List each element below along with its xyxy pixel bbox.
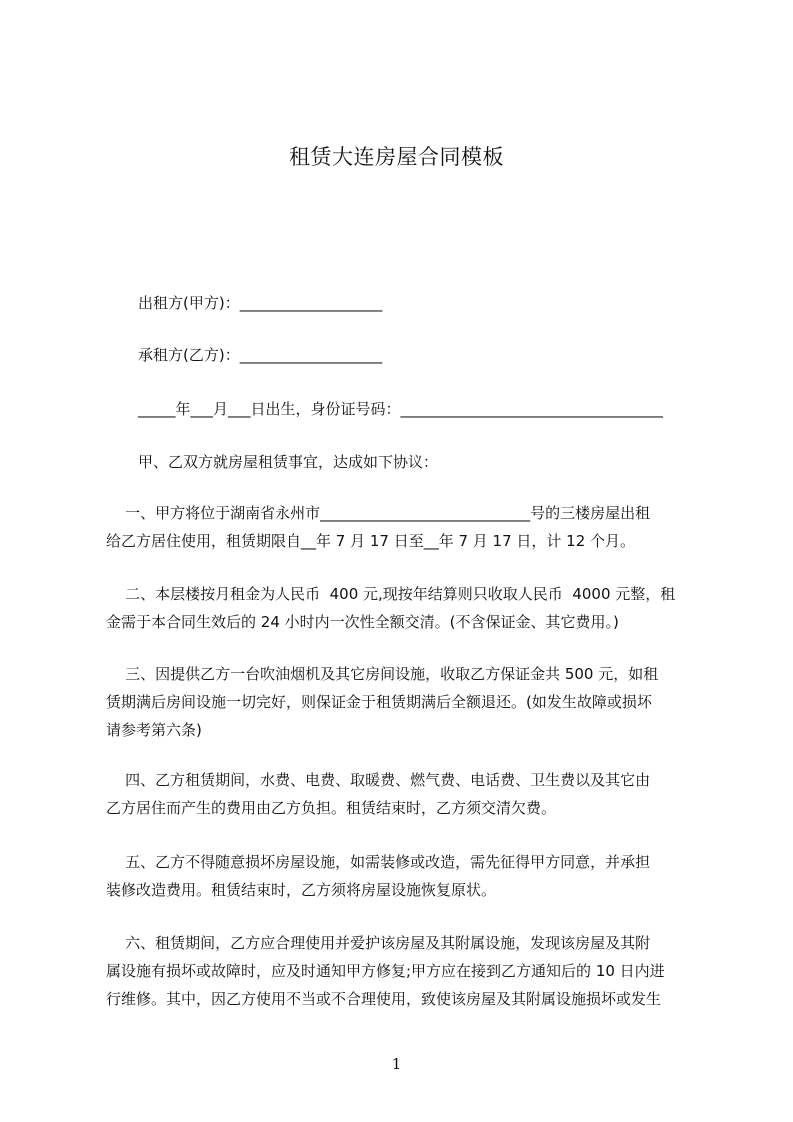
clause-line: 行维修。其中，因乙方使用不当或不合理使用，致使该房屋及其附属设施损坏或发生 [106, 990, 662, 1008]
clause-line: 二、本层楼按月租金为人民币 400 元,现按年结算则只收取人民币 4000 元整，租 [106, 585, 676, 603]
birth-id-line: _____年___月___日出生，身份证号码：___________________________________ [138, 400, 664, 418]
clause-line: 给乙方居住使用，租赁期限自__年 7 月 17 日至__年 7 月 17 日，计 12 个月。 [106, 532, 636, 550]
page-number: 1 [391, 1055, 402, 1073]
clause-line: 五、乙方不得随意损坏房屋设施，如需装修或改造，需先征得甲方同意，并承担 [106, 853, 651, 871]
clause-line: 装修改造费用。租赁结束时，乙方须将房屋设施恢复原状。 [106, 881, 497, 899]
clause-4 [106, 766, 712, 822]
clause-line: 六、租赁期间，乙方应合理使用并爱护该房屋及其附属设施，发现该房屋及其附 [106, 934, 651, 952]
clause-line: 属设施有损坏或故障时，应及时通知甲方修复;甲方应在接到乙方通知后的 10 日内进 [106, 962, 665, 980]
party-b-line: 承租方(乙方)：___________________ [138, 346, 383, 364]
clause-line: 金需于本合同生效后的 24 小时内一次性全额交清。(不含保证金、其它费用。) [106, 613, 619, 631]
clause-line: 三、因提供乙方一台吹油烟机及其它房间设施，收取乙方保证金共 500 元，如租 [106, 665, 659, 683]
clause-line: 赁期满后房间设施一切完好，则保证金于租赁期满后全额退还。(如发生故障或损坏 [106, 693, 652, 711]
party-a-line: 出租方(甲方)：___________________ [138, 294, 383, 312]
clause-line: 乙方居住而产生的费用由乙方负担。租赁结束时，乙方须交清欠费。 [106, 799, 557, 817]
clause-6 [106, 929, 712, 1013]
clause-line: 请参考第六条) [106, 721, 202, 739]
clause-line: 一、甲方将位于湖南省永州市____________________________号的三楼房屋出租 [106, 504, 651, 522]
clause-5 [106, 848, 712, 904]
clause-3 [106, 660, 712, 744]
document-title: 租赁大连房屋合同模板 [289, 145, 504, 169]
clause-2 [106, 580, 712, 636]
clause-line: 四、乙方租赁期间，水费、电费、取暖费、燃气费、电话费、卫生费以及其它由 [106, 771, 651, 789]
agreement-intro: 甲、乙双方就房屋租赁事宜，达成如下协议： [138, 453, 439, 471]
clause-1 [106, 499, 712, 555]
